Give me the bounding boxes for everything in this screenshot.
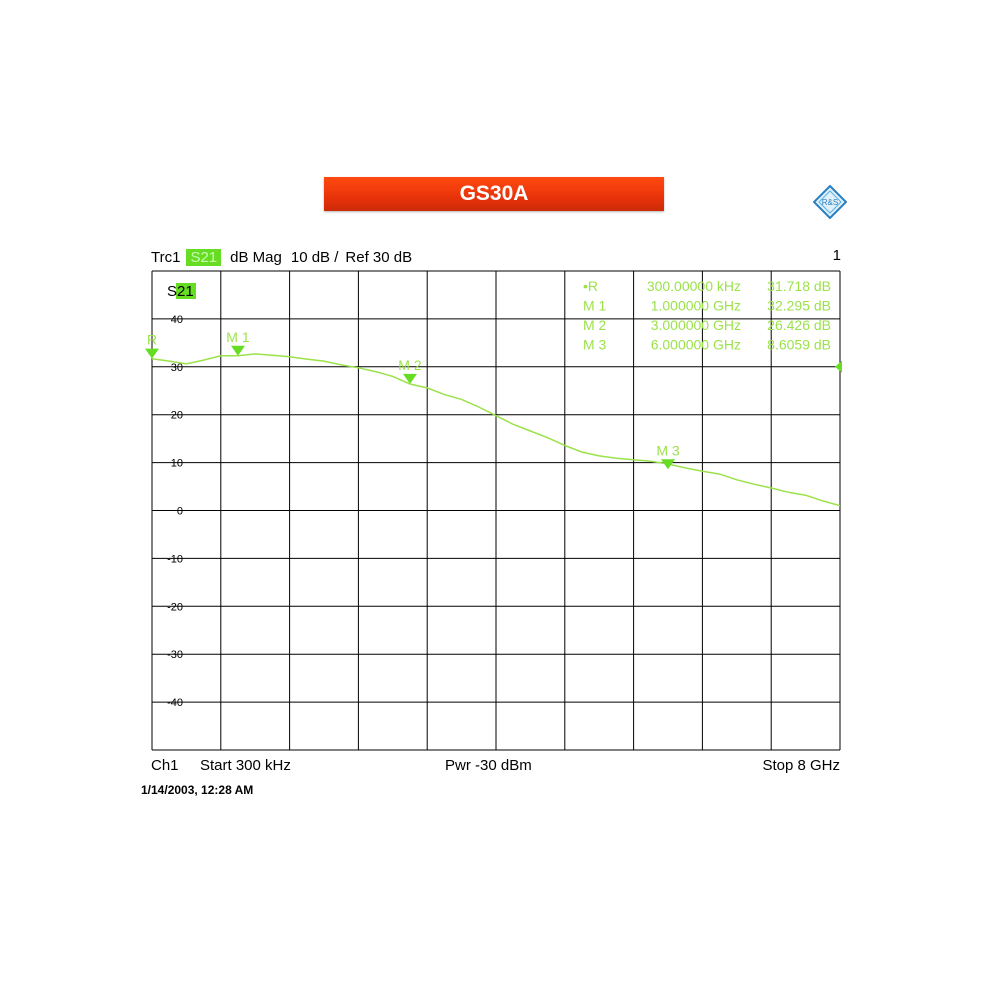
trace-layer [152, 354, 842, 506]
trace-name[interactable]: Trc1 [151, 248, 181, 266]
readout-response: 26.426 dB [767, 317, 831, 333]
trace-param-chip[interactable]: S21 [186, 249, 221, 266]
timestamp: 1/14/2003, 12:28 AM [141, 783, 254, 797]
trace-label-chip: S21 [167, 283, 194, 300]
trace-format[interactable]: dB Mag [230, 248, 282, 266]
marker-triangle [231, 346, 245, 356]
y-tick-label: -40 [167, 697, 183, 710]
readout-stimulus: 6.000000 GHz [650, 336, 741, 353]
readout-stimulus: 300.00000 kHz [646, 278, 741, 294]
readout-stimulus: 3.000000 GHz [650, 317, 741, 333]
y-tick-label: -10 [167, 553, 183, 566]
marker-triangle [661, 459, 675, 469]
readout-marker-name: M 2 [583, 317, 607, 333]
trace-scale[interactable]: 10 dB / [290, 248, 339, 266]
readout-stimulus: 1.000000 GHz [650, 297, 741, 314]
y-tick-label: 30 [170, 361, 183, 374]
readout-marker-name: M 1 [583, 297, 607, 314]
footer-start: Start 300 kHz [200, 757, 291, 774]
y-tick-label: -20 [167, 601, 183, 614]
footer-channel: Ch1 [151, 757, 179, 774]
readout-marker-name: •R [583, 278, 599, 294]
svg-text:R&S: R&S [821, 198, 839, 207]
chart-title: GS30A [459, 182, 529, 205]
marker-label: M 1 [226, 328, 250, 345]
marker-label: R [146, 331, 158, 348]
marker-triangle [145, 349, 159, 359]
y-tick-labels [167, 314, 183, 709]
readout-response: 32.295 dB [767, 297, 831, 314]
marker-readout-table [583, 278, 831, 353]
readout-marker-name: M 3 [583, 336, 607, 353]
marker-label: M 2 [398, 356, 422, 373]
y-tick-label: -30 [167, 649, 183, 662]
marker-label: M 3 [656, 442, 680, 459]
y-tick-label: 10 [170, 457, 183, 470]
trace-ref[interactable]: Ref 30 dB [345, 248, 413, 266]
y-tick-label: 40 [170, 313, 183, 326]
readout-response: 31.718 dB [767, 278, 831, 294]
footer-power: Pwr -30 dBm [445, 757, 532, 774]
footer-stop: Stop 8 GHz [762, 757, 840, 774]
ref-level-arrow [835, 361, 842, 373]
readout-response: 8.6059 dB [767, 336, 831, 353]
window-number: 1 [832, 247, 841, 264]
y-tick-label: 20 [170, 409, 183, 422]
y-tick-label: 0 [176, 505, 183, 518]
